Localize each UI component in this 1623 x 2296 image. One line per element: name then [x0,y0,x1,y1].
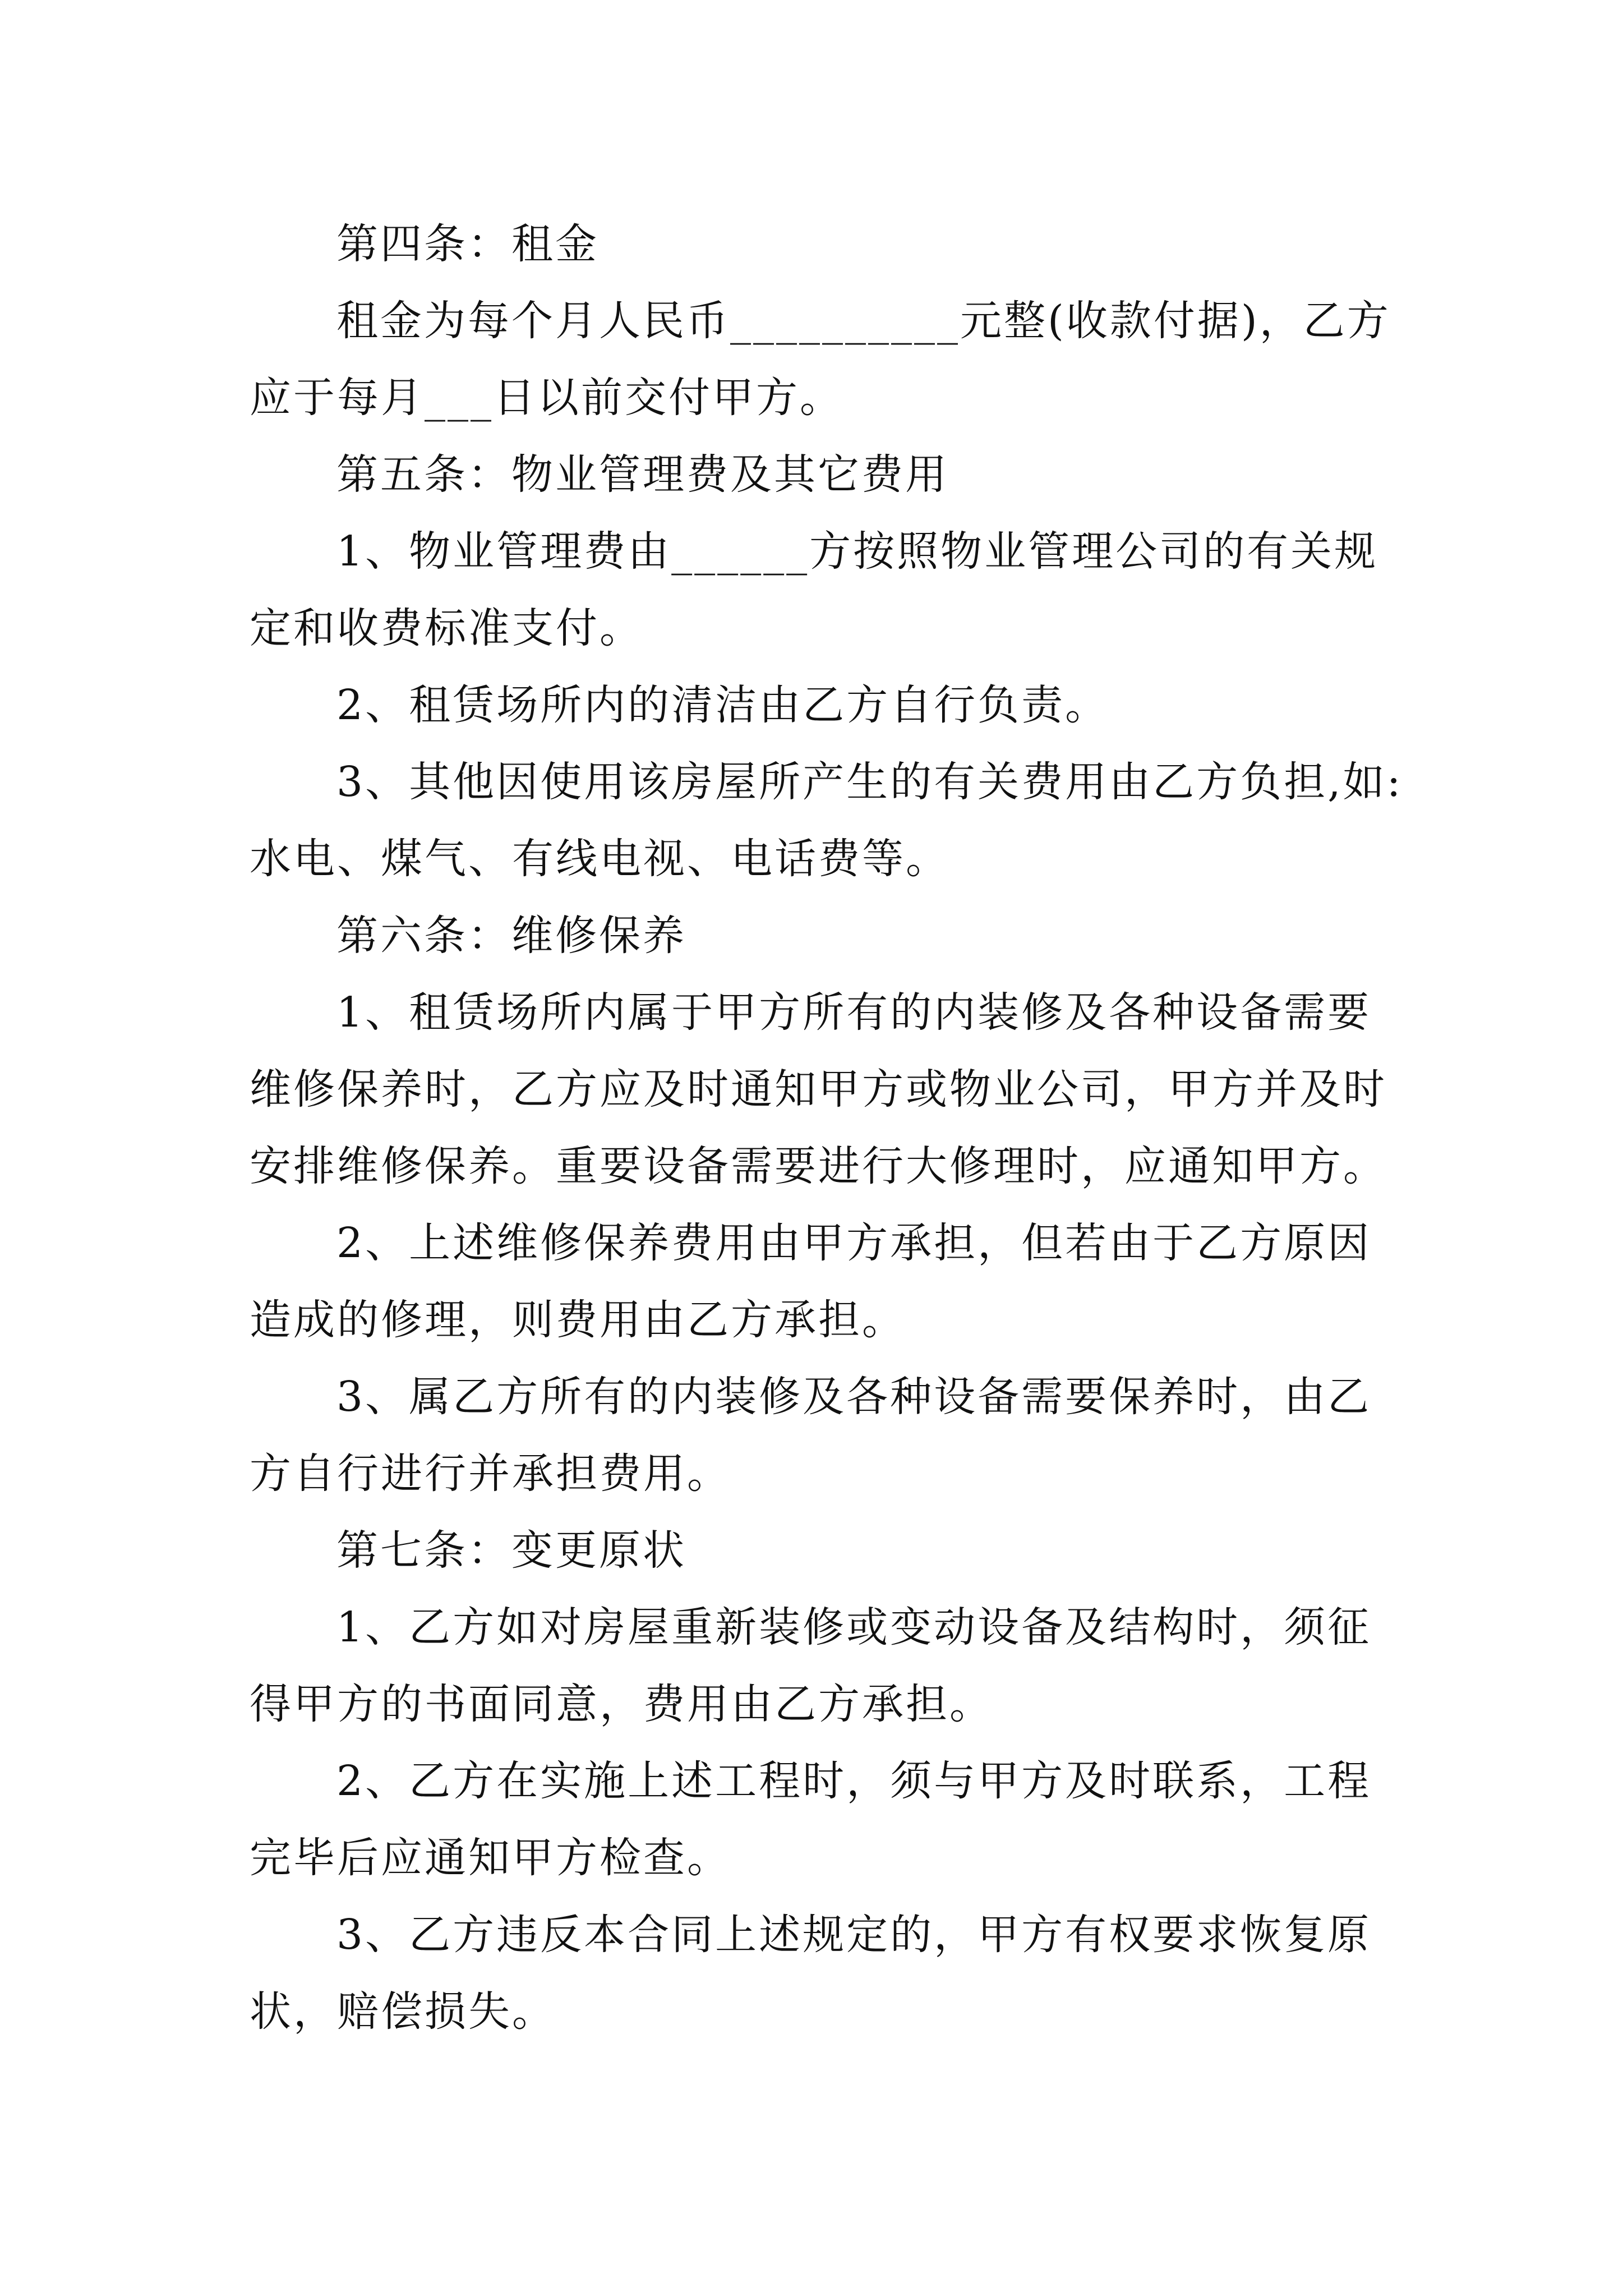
article-6-heading: 第六条：维修保养 [336,912,686,960]
paragraph-line: 完毕后应通知甲方检查。 [250,1834,731,1882]
paragraph-line: 租金为每个月人民币__________元整(收款付据)，乙方 [336,297,1391,345]
article-7-heading: 第七条：变更原状 [336,1526,686,1575]
paragraph-line: 方自行进行并承担费用。 [250,1450,731,1498]
paragraph-line: 状，赔偿损失。 [250,1987,556,2036]
paragraph-line: 水电、煤气、有线电视、电话费等。 [250,835,949,883]
article-4-heading: 第四条：租金 [336,220,599,268]
paragraph-line: 1、租赁场所内属于甲方所有的内装修及各种设备需要 [336,988,1372,1037]
paragraph-line: 1、乙方如对房屋重新装修或变动设备及结构时，须征 [336,1603,1372,1651]
paragraph-line: 1、物业管理费由______方按照物业管理公司的有关规 [336,527,1378,576]
paragraph-line: 2、上述维修保养费用由甲方承担，但若由于乙方原因 [336,1219,1372,1267]
paragraph-line: 3、其他因使用该房屋所产生的有关费用由乙方负担,如: [336,758,1403,806]
paragraph-line: 3、乙方违反本合同上述规定的，甲方有权要求恢复原 [336,1911,1372,1959]
article-5-heading: 第五条：物业管理费及其它费用 [336,450,949,499]
paragraph-line: 得甲方的书面同意，费用由乙方承担。 [250,1680,993,1728]
paragraph-line: 造成的修理，则费用由乙方承担。 [250,1296,906,1344]
paragraph-line: 维修保养时，乙方应及时通知甲方或物业公司，甲方并及时 [250,1065,1387,1114]
paragraph-line: 2、租赁场所内的清洁由乙方自行负责。 [336,681,1109,729]
paragraph-line: 定和收费标准支付。 [250,604,643,652]
paragraph-line: 安排维修保养。重要设备需要进行大修理时，应通知甲方。 [250,1142,1387,1190]
paragraph-line: 2、乙方在实施上述工程时，须与甲方及时联系，工程 [336,1757,1372,1805]
paragraph-line: 应于每月___日以前交付甲方。 [250,374,843,422]
paragraph-line: 3、属乙方所有的内装修及各种设备需要保养时，由乙 [336,1373,1372,1421]
